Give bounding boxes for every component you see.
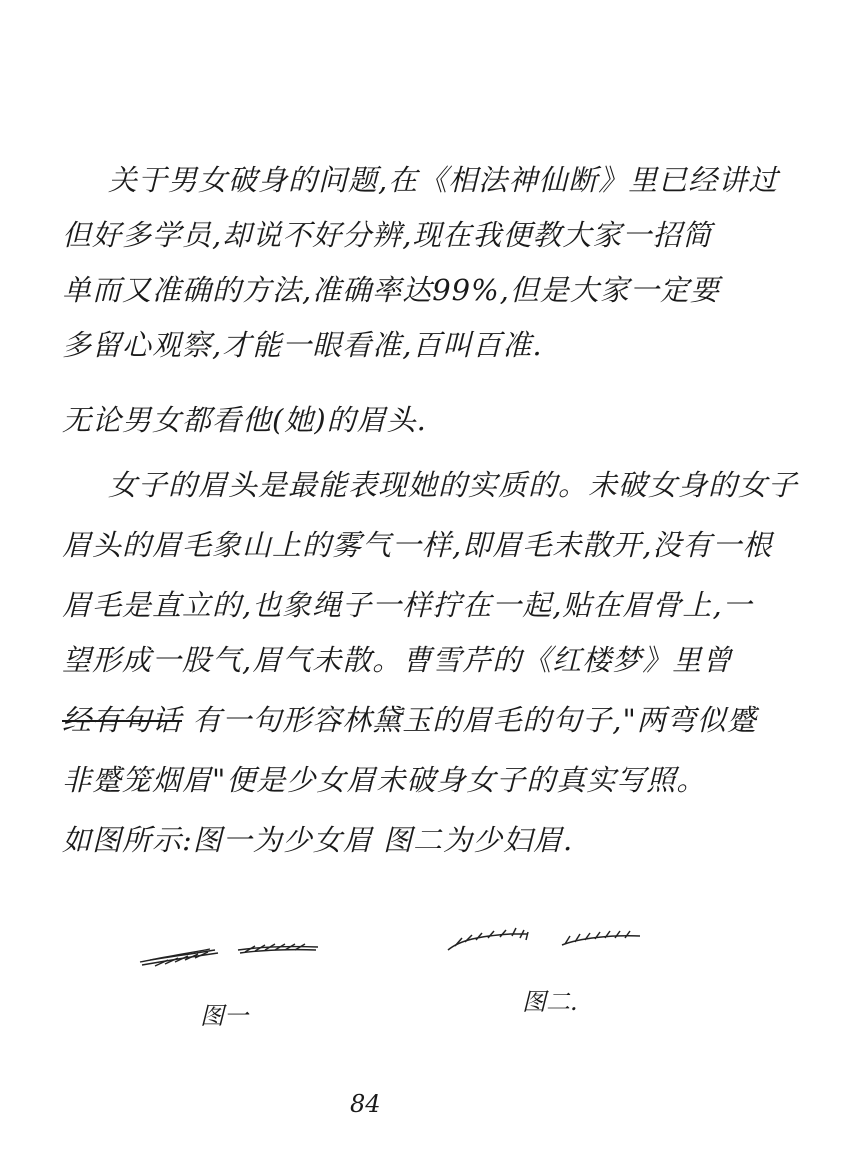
text-line-4: 多留心观察,才能一眼看准,百叫百准.	[62, 328, 543, 362]
text-line-8: 眉毛是直立的,也象绳子一样拧在一起,贴在眉骨上,一	[62, 588, 753, 622]
text-line-6: 女子的眉头是最能表现她的实质的。未破女身的女子	[108, 468, 799, 502]
text-line-9: 望形成一股气,眉气未散。曹雪芹的《红楼梦》里曾	[62, 643, 733, 677]
text-line-10-body: 有一句形容林黛玉的眉毛的句子,"两弯似蹙	[192, 703, 757, 737]
woman-eyebrow-right-icon	[562, 931, 640, 945]
page-number: 84	[350, 1090, 381, 1118]
maiden-eyebrow-right-icon	[238, 944, 318, 953]
maiden-eyebrow-left-icon	[140, 949, 218, 966]
text-line-3: 单而又准确的方法,准确率达99%,但是大家一定要	[62, 273, 720, 307]
text-line-12: 如图所示:图一为少女眉 图二为少妇眉.	[62, 823, 574, 857]
text-line-2: 但好多学员,却说不好分辨,现在我便教大家一招简	[62, 218, 713, 252]
text-line-11: 非蹙笼烟眉"便是少女眉未破身女子的真实写照。	[62, 763, 707, 797]
woman-eyebrow-left-icon	[448, 928, 528, 950]
text-line-5: 无论男女都看他(她)的眉头.	[62, 403, 427, 437]
text-line-1: 关于男女破身的问题,在《相法神仙断》里已经讲过	[108, 163, 779, 197]
figure-1-label: 图一	[200, 1002, 248, 1030]
text-line-10	[62, 700, 842, 740]
figure-2-label: 图二.	[522, 988, 578, 1016]
eyebrow-sketches	[0, 900, 847, 990]
text-line-7: 眉头的眉毛象山上的雾气一样,即眉毛未散开,没有一根	[62, 528, 773, 562]
struck-text: 经有句话	[62, 703, 183, 737]
